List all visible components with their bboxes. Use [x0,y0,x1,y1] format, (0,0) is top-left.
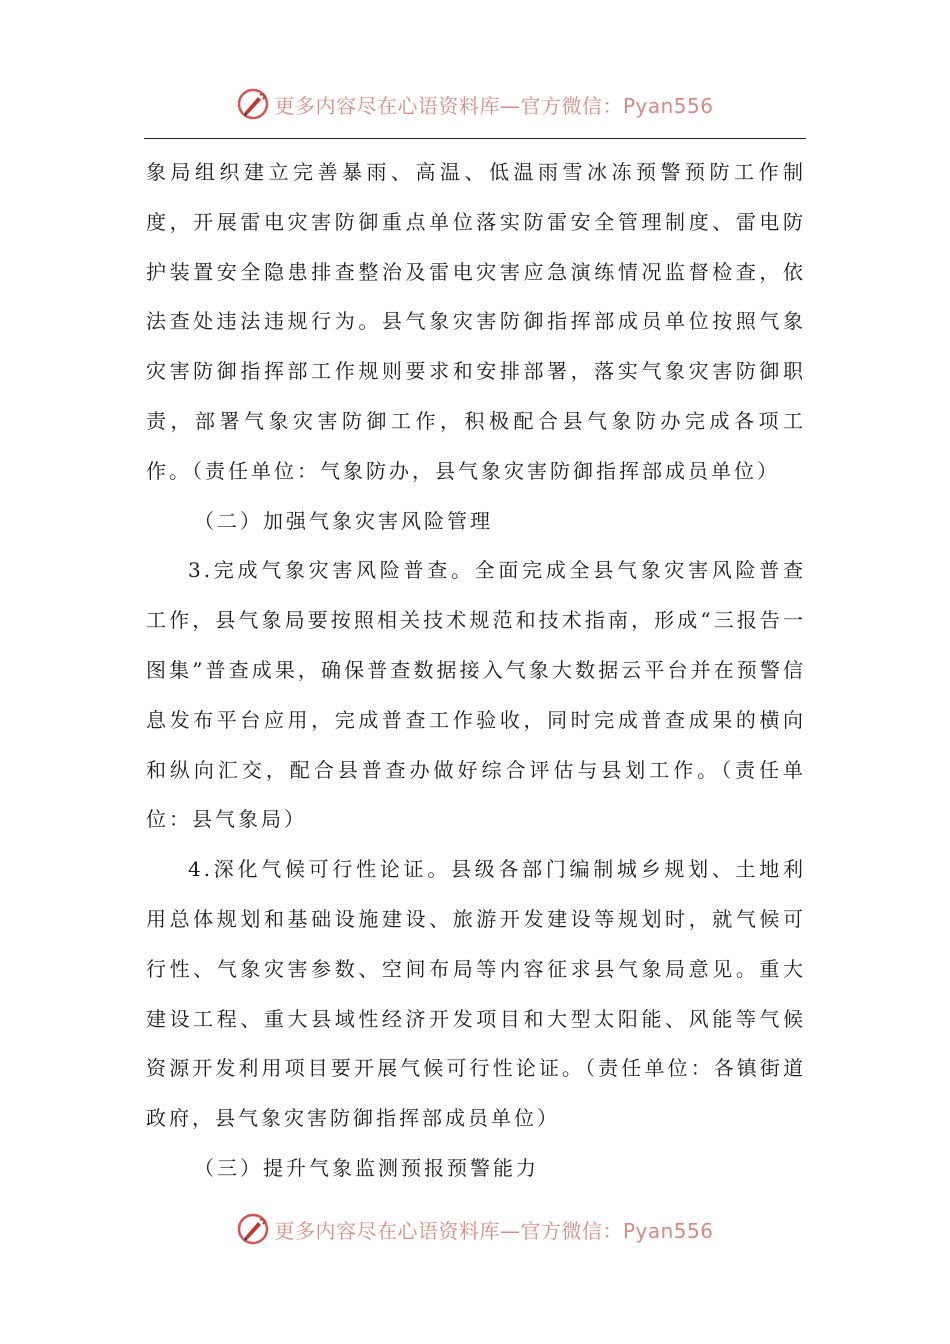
section-heading-3: （三）提升气象监测预报预警能力 [194,1155,539,1180]
header-divider [144,138,806,139]
document-body [146,148,806,1194]
paragraph-continuation: 象局组织建立完善暴雨、高温、低温雨雪冰冻预警预防工作制度，开展雷电灾害防御重点单位落实防雷安全管理制度、雷电防护装置安全隐患排查整治及雷电灾害应急演练情况监督检查，依法查处违法违规行为。县气象灾害防御指挥部成员单位按照气象灾害防御指挥部工作规则要求和安排部署，落实气象灾害防御职责，部署气象灾害防御工作，积极配合县气象防办完成各项工作。（责任单位：气象防办，县气象灾害防御指挥部成员单位） [146,160,806,483]
footer-watermark [0,1209,950,1249]
watermark-text: 更多内容尽在心语资料库—官方微信：Pyan556 [274,1218,714,1243]
paragraph-item-3: 3.完成气象灾害风险普查。全面完成全县气象灾害风险普查工作，县气象局要按照相关技术规范和技术指南，形成“三报告一图集”普查成果，确保普查数据接入气象大数据云平台并在预警信息发布平台应用，完成普查工作验收，同时完成普查成果的横向和纵向汇交，配合县普查办做好综合评估与县划工作。（责任单位：县气象局） [146,558,806,832]
header-watermark [0,84,950,124]
paragraph-item-4: 4.深化气候可行性论证。县级各部门编制城乡规划、土地利用总体规划和基础设施建设、旅游开发建设等规划时，就气候可行性、气象灾害参数、空间布局等内容征求县气象局意见。重大建设工程、重大县域性经济开发项目和大型太阳能、风能等气候资源开发利用项目要开展气候可行性论证。（责任单位：各镇街道政府，县气象灾害防御指挥部成员单位） [146,857,806,1131]
section-heading-2: （二）加强气象灾害风险管理 [194,508,493,533]
watermark-text: 更多内容尽在心语资料库—官方微信：Pyan556 [274,93,714,118]
pen-logo-icon [236,87,270,121]
pen-logo-icon [236,1212,270,1246]
